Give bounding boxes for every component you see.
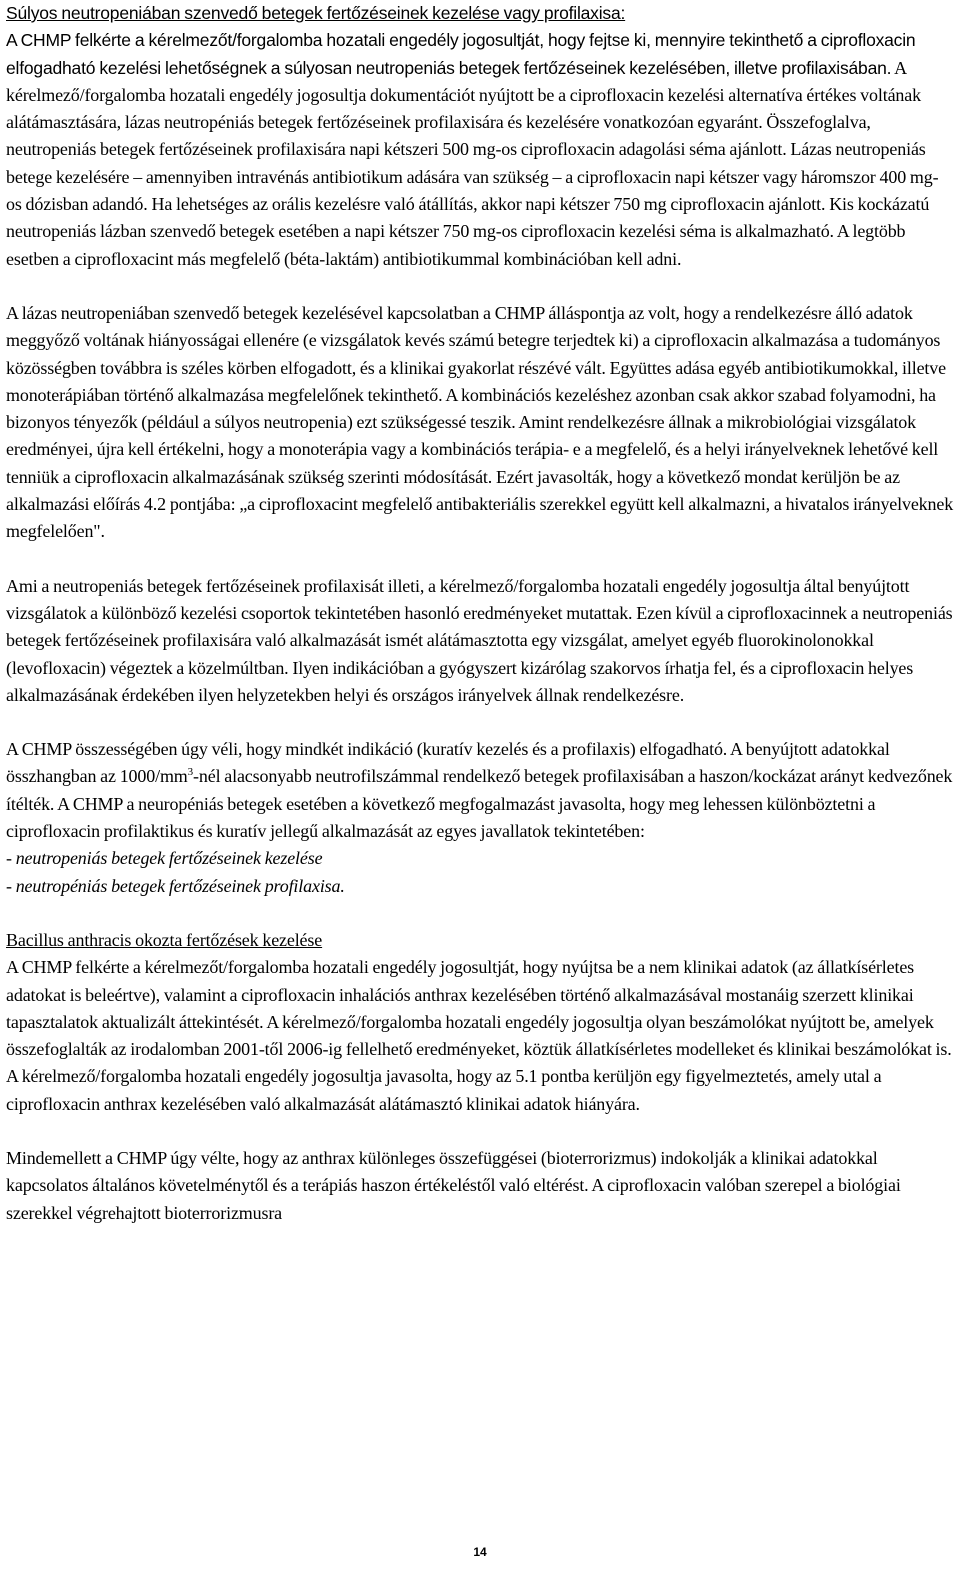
- section-heading-neutropenia: Súlyos neutropeniában szenvedő betegek fertőzéseinek kezelése vagy profilaxisa:: [6, 3, 626, 23]
- section-anthrax-body: A CHMP felkérte a kérelmezőt/forgalomba hozatali engedély jogosultját, hogy nyújtsa be a nem klinikai adatok (az állatkísérletes adatokat is beleértve), valamint a ciprofloxacin inhalációs anthrax kezelésében történő alkalmazásával mostanáig szerzett klinikai tapasztalatok aktualizált áttekintését. A kérelmező/forgalomba hozatali engedély jogosultja olyan beszámolókat nyújtott be, amelyek összefoglalták az irodalomban 2001-től 2006-ig fellelhető eredményeket, köztük állatkísérletes modelleket és klinikai beszámolókat is. A kérelmező/forgalomba hozatali engedély jogosultja javasolta, hogy az 5.1 pontba kerüljön egy figyelmeztetés, amely utal a ciprofloxacin anthrax kezelésében való alkalmazását alátámasztó klinikai adatok hiányára.: [6, 957, 952, 1114]
- paragraph-spacer: [6, 900, 954, 927]
- section-neutropenia-intro: A CHMP felkérte a kérelmezőt/forgalomba hozatali engedély jogosultját, hogy fejtse ki, mennyire tekinthető a ciprofloxacin elfogadható kezelési lehetőségnek a súlyosan neutropeniás betegek fertőzéseinek kezelésében, illetve profilaxisában.: [6, 30, 916, 78]
- paragraph-spacer: [6, 1118, 954, 1145]
- section-neutropenia: [6, 0, 954, 273]
- paragraph-bioterrorism: Mindemellett a CHMP úgy vélte, hogy az anthrax különleges összefüggései (bioterrorizmus) indokolják a klinikai adatokkal kapcsolatos általános követelménytől és a terápiás haszon értékeléstől való eltérést. A ciprofloxacin valóban szerepel a biológiai szerekkel végrehajtott bioterrorizmusra: [6, 1147, 901, 1223]
- indication-item-prophylaxis: - neutropéniás betegek fertőzéseinek profilaxisa.: [6, 875, 345, 896]
- section-neutropenia-body: A kérelmező/forgalomba hozatali engedély jogosultja dokumentációt nyújtott be a ciprofloxacin kezelési alternatíva értékes voltának alátámasztására, lázas neutropéniás betegek fertőzéseinek profilaxisára és kezelésére vonatkozóan egyaránt. Összefoglalva, neutropeniás betegek fertőzéseinek profilaxisára napi kétszeri 500 mg-os ciprofloxacin adagolási séma ajánlott. Lázas neutropeniás betege kezelésére – amennyiben intravénás antibiotikum adására van szükség – a ciprofloxacin napi kétszer vagy háromszor 400 mg-os dózisban adandó. Ha lehetséges az orális kezelésre való átállítás, akkor napi kétszer 750 mg ciprofloxacin ajánlott. Kis kockázatú neutropeniás lázban szenvedő betegek esetében a napi kétszer 750 mg-os ciprofloxacin kezelési séma is alkalmazható. A legtöbb esetben a ciprofloxacint más megfelelő (béta-laktám) antibiotikummal kombinációban kell adni.: [6, 57, 939, 269]
- paragraph-chmp-opinion: [6, 736, 954, 900]
- chmp-opinion-text-2: -nél alacsonyabb neutrofilszámmal rendelkező betegek profilaxisában a haszon/kockázat arányt kedvezőnek ítélték. A CHMP a neuropéniás betegek esetében a következő megfogalmazást javasolta, hogy meg lehessen különböztetni a ciprofloxacin profilaktikus és kuratív jellegű alkalmazását az egyes javallatok tekintetében:: [6, 766, 953, 842]
- paragraph-prophylaxis: Ami a neutropeniás betegek fertőzéseinek profilaxisát illeti, a kérelmező/forgalomba hozatali engedély jogosultja által benyújtott vizsgálatok a különböző kezelési csoportok tekintetében hasonló eredményeket mutattak. Ezen kívül a ciprofloxacinnek a neutropeniás betegek fertőzéseinek profilaxisára való alkalmazását ismét alátámasztotta egy vizsgálat, amelyet egyéb fluorokinolonokkal (levofloxacin) végeztek a közelmúltban. Ilyen indikációban a gyógyszert kizárólag szakorvos írhatja fel, és a ciprofloxacin helyes alkalmazásának érdekében ilyen helyzetekben helyi és országos irányelvek állnak rendelkezésre.: [6, 575, 953, 705]
- paragraph-spacer: [6, 709, 954, 736]
- chmp-opinion-text-1: A CHMP összességében úgy véli, hogy mindkét indikáció (kuratív kezelés és a profilaxis) elfogadható. A benyújtott adatokkal összhangban az 1000/mm: [6, 739, 890, 787]
- section-anthrax: [6, 927, 954, 1118]
- indication-item-treatment: - neutropeniás betegek fertőzéseinek kezelése: [6, 848, 323, 869]
- superscript-3: 3: [187, 766, 194, 779]
- paragraph-spacer: [6, 546, 954, 573]
- page-number: 14: [473, 1545, 487, 1559]
- section-heading-anthrax: Bacillus anthracis okozta fertőzések kezelése: [6, 929, 323, 950]
- paragraph-febrile-neutropenia: A lázas neutropeniában szenvedő betegek kezelésével kapcsolatban a CHMP álláspontja az volt, hogy a rendelkezésre álló adatok meggyőző voltának hiányosságai ellenére (e vizsgálatok kevés számú betegre terjedtek ki) a ciprofloxacin alkalmazása a tudományos közösségben továbbra is széles körben elfogadott, és a klinikai gyakorlat részévé vált. Együttes adása egyéb antibiotikumokkal, illetve monoterápiában történő alkalmazása megfelelőnek tekinthető. A kombinációs kezeléshez azonban csak akkor szabad folyamodni, ha bizonyos tényezők (például a súlyos neutropenia) ezt szükségessé teszik. Amint rendelkezésre állnak a mikrobiológiai vizsgálatok eredményei, újra kell értékelni, hogy a monoterápia vagy a kombinációs terápia- e a megfelelő, és a helyi irányelveknek lehetővé kell tenniük a ciprofloxacin alkalmazásának szükség szerinti módosítását. Ezért javasolták, hogy a következő mondat kerüljön be az alkalmazási előírás 4.2 pontjába: „a ciprofloxacint megfelelő antibakteriális szerekkel együtt kell alkalmazni, a hivatalos irányelveknek megfelelően".: [6, 302, 954, 542]
- paragraph-spacer: [6, 273, 954, 300]
- document-page: [6, 0, 954, 1227]
